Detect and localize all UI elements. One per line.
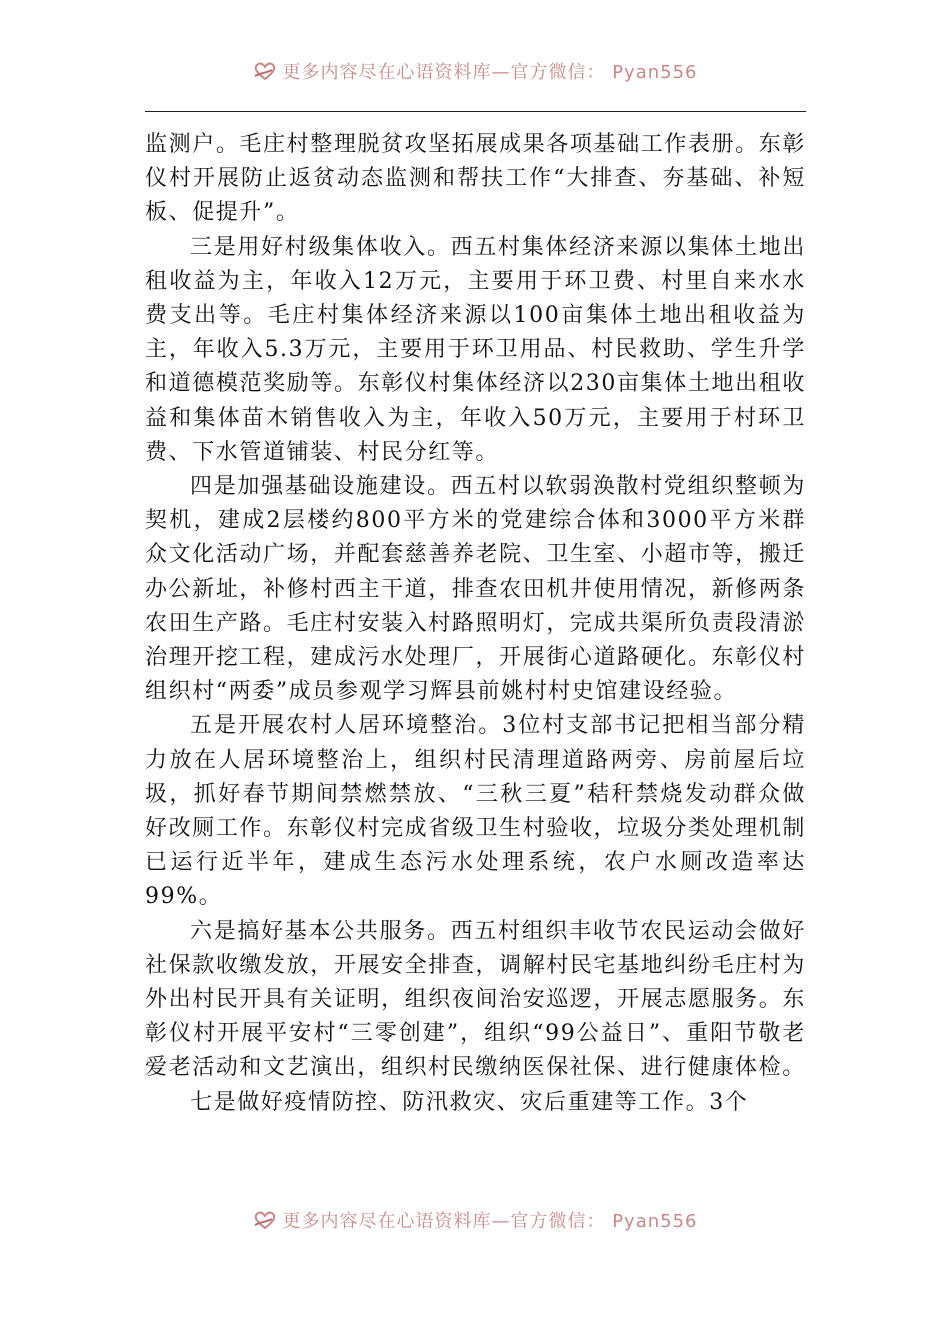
paragraph-collective-income: 三是用好村级集体收入。西五村集体经济来源以集体土地出租收益为主，年收入12万元，主要用于环卫费、村里自来水水费支出等。毛庄村集体经济来源以100亩集体土地出租收益为主，年收入5.3万元，主要用于环卫用品、村民救助、学生升学和道德模范奖励等。东彰仪村集体经济以230亩集体土地出租收益和集体苗木销售收入为主，年收入50万元，主要用于村环卫费、下水管道铺装、村民分红等。 xyxy=(145,234,806,465)
paragraph-epidemic-flood: 七是做好疫情防控、防汛救灾、灾后重建等工作。3个 xyxy=(190,1089,749,1115)
paragraph-public-services: 六是搞好基本公共服务。西五村组织丰收节农民运动会做好社保款收缴发放，开展安全排查，调解村民宅基地纠纷毛庄村为外出村民开具有关证明，组织夜间治安巡逻，开展志愿服务。东彰仪村开展平安村“三零创建”，组织“99公益日”、重阳节敬老爱老活动和文艺演出，组织村民缴纳医保社保、进行健康体检。 xyxy=(145,918,806,1081)
header-watermark xyxy=(0,58,950,86)
paragraph-infrastructure: 四是加强基础设施建设。西五村以软弱涣散村党组织整顿为契机，建成2层楼约800平方米的党建综合体和3000平方米群众文化活动广场，并配套慈善养老院、卫生室、小超市等，搬迁办公新址，补修村西主干道，排查农田机井使用情况，新修两条农田生产路。毛庄村安装入村路照明灯，完成共渠所负责段清淤治理开挖工程，建成污水处理厂，开展街心道路硬化。东彰仪村组织村“两委”成员参观学习辉县前姚村村史馆建设经验。 xyxy=(145,474,806,705)
paragraph-continuation: 监测户。毛庄村整理脱贫攻坚拓展成果各项基础工作表册。东彰仪村开展防止返贫动态监测和帮扶工作“大排查、夯基础、补短板、促提升”。 xyxy=(145,132,806,226)
paragraph-environment: 五是开展农村人居环境整治。3位村支部书记把相当部分精力放在人居环境整治上，组织村民清理道路两旁、房前屋后垃圾，抓好春节期间禁燃禁放、“三秋三夏”秸秆禁烧发动群众做好改厕工作。东彰仪村完成省级卫生村验收，垃圾分类处理机制已运行近半年，建成生态污水处理系统，农户水厕改造率达99%。 xyxy=(145,713,806,910)
heart-logo-icon xyxy=(252,1210,278,1235)
watermark-text: 更多内容尽在心语资料库—官方微信： Pyan556 xyxy=(282,62,698,83)
document-body xyxy=(145,128,806,1120)
header-divider xyxy=(145,111,806,112)
footer-watermark xyxy=(0,1207,950,1235)
watermark-text: 更多内容尽在心语资料库—官方微信： Pyan556 xyxy=(282,1211,698,1232)
heart-logo-icon xyxy=(252,61,278,86)
